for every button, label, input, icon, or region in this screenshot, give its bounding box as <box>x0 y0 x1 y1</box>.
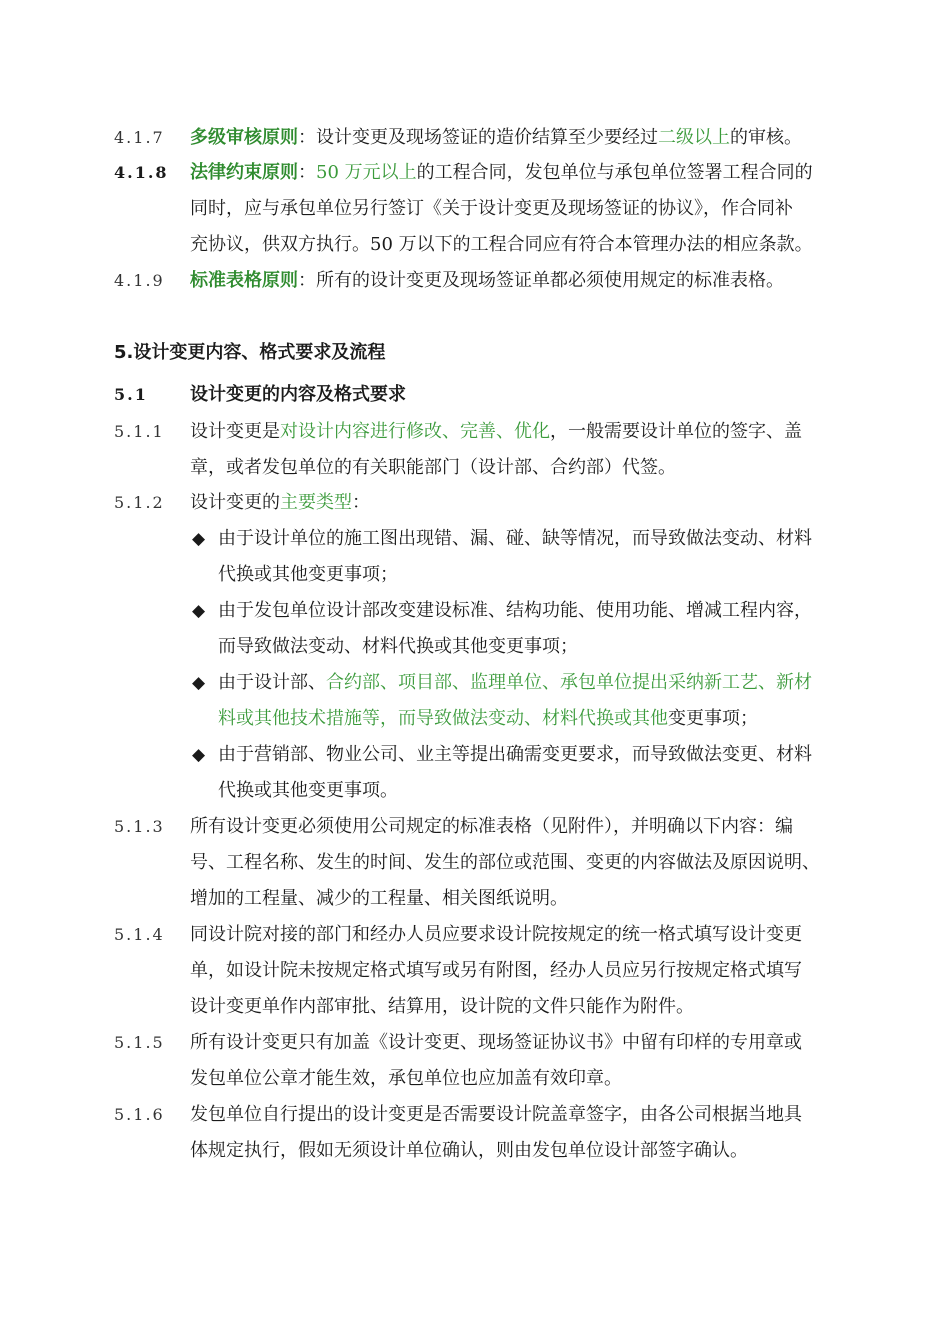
clause-title: 法律约束原则 <box>190 162 298 183</box>
clause-4-1-8 <box>190 161 813 185</box>
colon: ： <box>298 162 316 183</box>
clause-text-line: 增加的工程量、减少的工程量、相关图纸说明。 <box>190 888 568 909</box>
clause-text: 的工程合同，发包单位与承包单位签署工程合同的 <box>416 162 813 183</box>
clause-text: 的审核。 <box>730 127 802 148</box>
section-heading: 5.设计变更内容、格式要求及流程 <box>114 342 386 363</box>
clause-text: ，一般需要设计单位的签字、盖 <box>550 421 802 442</box>
highlight-text: 二级以上 <box>658 127 730 148</box>
clause-text-line: 体规定执行，假如无须设计单位确认，则由发包单位设计部签字确认。 <box>190 1140 748 1161</box>
clause-number: 5.1.2 <box>114 493 165 512</box>
colon: ： <box>298 127 316 148</box>
clause-text-line: 设计变更单作内部审批、结算用，设计院的文件只能作为附件。 <box>190 996 694 1017</box>
clause-number: 4.1.7 <box>114 128 165 147</box>
bullet-text: 由于设计部、 <box>218 672 326 693</box>
highlight-text: 合约部、项目部、监理单位、承包单位提出采纳新工艺、新材 <box>326 672 812 693</box>
clause-text-line: 所有设计变更只有加盖《设计变更、现场签证协议书》中留有印样的专用章或 <box>190 1032 802 1053</box>
diamond-bullet-icon: ◆ <box>192 745 206 765</box>
colon: ： <box>298 270 316 291</box>
diamond-bullet-icon: ◆ <box>192 601 206 621</box>
bullet-text-line: 由于营销部、物业公司、业主等提出确需变更要求，而导致做法变更、材料 <box>218 744 812 765</box>
clause-text: 设计变更及现场签证的造价结算至少要经过 <box>316 127 658 148</box>
diamond-bullet-icon: ◆ <box>192 529 206 549</box>
diamond-bullet-icon: ◆ <box>192 673 206 693</box>
clause-text-line: 单，如设计院未按规定格式填写或另有附图，经办人员应另行按规定格式填写 <box>190 960 802 981</box>
bullet-text: 变更事项； <box>668 708 758 729</box>
clause-5-1-1 <box>190 420 802 444</box>
bullet-text-line: 代换或其他变更事项。 <box>218 780 398 801</box>
bullet-text-line: 代换或其他变更事项； <box>218 564 398 585</box>
bullet-text-line <box>218 671 812 695</box>
highlight-text: 对设计内容进行修改、完善、优化 <box>280 421 550 442</box>
highlight-text: 料或其他技术措施等，而导致做法变动、材料代换或其他 <box>218 708 668 729</box>
clause-text-line: 充协议，供双方执行。50 万以下的工程合同应有符合本管理办法的相应条款。 <box>190 234 813 255</box>
clause-number: 5.1.3 <box>114 817 165 836</box>
clause-title: 多级审核原则 <box>190 127 298 148</box>
clause-text: ： <box>352 492 370 513</box>
clause-4-1-9 <box>190 269 784 293</box>
clause-title: 标准表格原则 <box>190 270 298 291</box>
clause-5-1-2 <box>190 491 370 515</box>
clause-4-1-7 <box>190 126 802 150</box>
highlight-text: 50 万元以上 <box>316 162 417 183</box>
highlight-text: 主要类型 <box>280 492 352 513</box>
clause-number: 4.1.8 <box>114 163 169 182</box>
clause-number: 4.1.9 <box>114 271 165 290</box>
subsection-heading: 设计变更的内容及格式要求 <box>190 384 406 405</box>
clause-number: 5.1.4 <box>114 925 165 944</box>
clause-text-line: 所有设计变更必须使用公司规定的标准表格（见附件），并明确以下内容：编 <box>190 816 793 837</box>
clause-number: 5.1.5 <box>114 1033 165 1052</box>
clause-text-line: 同时，应与承包单位另行签订《关于设计变更及现场签证的协议》，作合同补 <box>190 198 793 219</box>
clause-number: 5.1 <box>114 385 148 404</box>
clause-text-line: 发包单位公章才能生效，承包单位也应加盖有效印章。 <box>190 1068 622 1089</box>
bullet-text-line <box>218 707 758 731</box>
clause-number: 5.1.1 <box>114 422 165 441</box>
clause-text-line: 章，或者发包单位的有关职能部门（设计部、合约部）代签。 <box>190 457 676 478</box>
bullet-text-line: 由于发包单位设计部改变建设标准、结构功能、使用功能、增减工程内容， <box>218 600 812 621</box>
bullet-text-line: 而导致做法变动、材料代换或其他变更事项； <box>218 636 578 657</box>
clause-number: 5.1.6 <box>114 1105 165 1124</box>
clause-text: 设计变更是 <box>190 421 280 442</box>
clause-text-line: 同设计院对接的部门和经办人员应要求设计院按规定的统一格式填写设计变更 <box>190 924 802 945</box>
clause-text-line: 发包单位自行提出的设计变更是否需要设计院盖章签字，由各公司根据当地具 <box>190 1104 802 1125</box>
clause-text: 设计变更的 <box>190 492 280 513</box>
clause-text: 所有的设计变更及现场签证单都必须使用规定的标准表格。 <box>316 270 784 291</box>
bullet-text-line: 由于设计单位的施工图出现错、漏、碰、缺等情况，而导致做法变动、材料 <box>218 528 812 549</box>
clause-text-line: 号、工程名称、发生的时间、发生的部位或范围、变更的内容做法及原因说明、 <box>190 852 820 873</box>
